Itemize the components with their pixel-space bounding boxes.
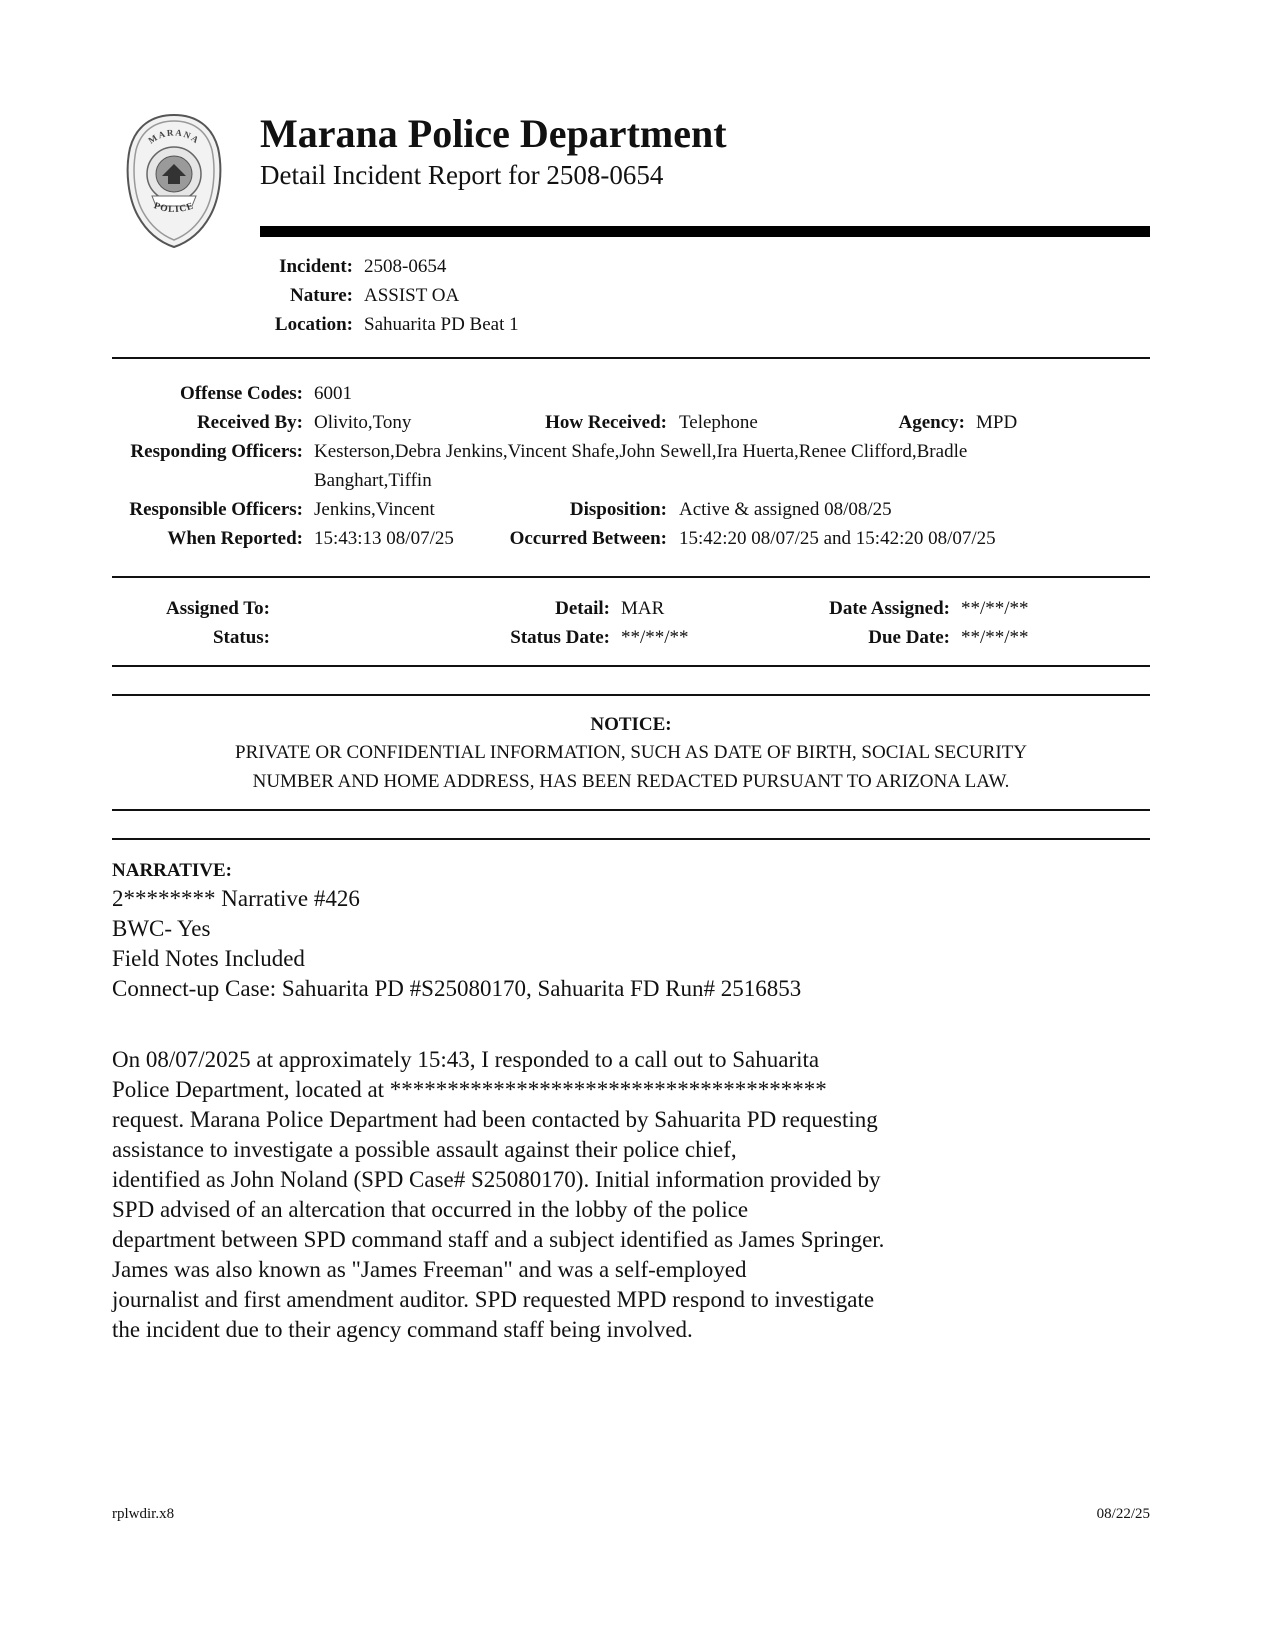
footer-print-date: 08/22/25 (1096, 1506, 1150, 1522)
narrative-header-line: Field Notes Included (112, 946, 305, 971)
notice-line: NUMBER AND HOME ADDRESS, HAS BEEN REDACTED PURSUANT TO ARIZONA LAW. (252, 771, 1010, 792)
section-divider (112, 809, 1150, 811)
narrative-paragraph (112, 1045, 884, 1345)
how-received-label: How Received: (545, 412, 667, 433)
narrative-header-line: BWC- Yes (112, 916, 211, 941)
responding-officers-label: Responding Officers: (130, 441, 303, 462)
narrative-line: identified as John Noland (SPD Case# S25080170). Initial information provided by (112, 1167, 881, 1192)
header-divider (260, 226, 1150, 237)
nature-label: Nature: (290, 285, 353, 306)
narrative-line: On 08/07/2025 at approximately 15:43, I responded to a call out to Sahuarita (112, 1047, 820, 1072)
police-badge-logo (124, 112, 224, 250)
location-value: Sahuarita PD Beat 1 (364, 314, 519, 335)
disposition-value: Active & assigned 08/08/25 (679, 499, 892, 520)
badge-bottom-text: POLICE (152, 201, 196, 216)
report-subtitle: Detail Incident Report for 2508-0654 (260, 160, 664, 190)
occurred-between-label: Occurred Between: (509, 528, 667, 549)
status-date-value: **/**/** (621, 627, 689, 648)
status-date-label: Status Date: (510, 627, 610, 648)
narrative-line: SPD advised of an altercation that occurred in the lobby of the police (112, 1197, 749, 1222)
when-reported-value: 15:43:13 08/07/25 (314, 528, 454, 549)
incident-value: 2508-0654 (364, 256, 447, 277)
offense-codes-value: 6001 (314, 383, 352, 404)
narrative-line: journalist and first amendment auditor. SPD requested MPD respond to investigate (112, 1287, 875, 1312)
when-reported-label: When Reported: (167, 528, 303, 549)
location-label: Location: (274, 314, 353, 335)
footer-report-id: rplwdir.x8 (112, 1506, 175, 1522)
date-assigned-value: **/**/** (961, 598, 1029, 619)
occurred-between-value: 15:42:20 08/07/25 and 15:42:20 08/07/25 (679, 528, 996, 549)
status-label: Status: (212, 627, 270, 648)
section-divider (112, 838, 1150, 840)
notice-heading: NOTICE: (590, 714, 672, 735)
incident-label: Incident: (279, 256, 353, 277)
section-divider (112, 665, 1150, 667)
detail-label: Detail: (555, 598, 610, 619)
narrative-line: the incident due to their agency command staff being involved. (112, 1317, 693, 1342)
received-by-label: Received By: (196, 412, 303, 433)
agency-value: MPD (976, 412, 1018, 433)
responsible-officers-value: Jenkins,Vincent (314, 499, 435, 520)
narrative-line: request. Marana Police Department had been contacted by Sahuarita PD requesting (112, 1107, 878, 1132)
nature-value: ASSIST OA (364, 285, 460, 306)
narrative-line: Police Department, located at ************************************** (112, 1077, 827, 1102)
responding-officers-line2: Banghart,Tiffin (314, 470, 432, 491)
page-title: Marana Police Department (260, 111, 727, 156)
responding-officers-line1: Kesterson,Debra Jenkins,Vincent Shafe,John Sewell,Ira Huerta,Renee Clifford,Bradle (314, 441, 968, 462)
narrative-line: department between SPD command staff and a subject identified as James Springer. (112, 1227, 885, 1252)
date-assigned-label: Date Assigned: (829, 598, 950, 619)
responsible-officers-label: Responsible Officers: (129, 499, 303, 520)
narrative-header-line: Connect-up Case: Sahuarita PD #S25080170, Sahuarita FD Run# 2516853 (112, 976, 802, 1001)
assigned-to-label: Assigned To: (165, 598, 270, 619)
offense-codes-label: Offense Codes: (180, 383, 303, 404)
agency-label: Agency: (898, 412, 965, 433)
disposition-label: Disposition: (569, 499, 667, 520)
narrative-heading: NARRATIVE: (112, 860, 232, 881)
section-divider (112, 357, 1150, 359)
section-divider (112, 694, 1150, 696)
narrative-line: assistance to investigate a possible assault against their police chief, (112, 1137, 737, 1162)
how-received-value: Telephone (679, 412, 758, 433)
narrative-header-line: 2******** Narrative #426 (112, 886, 360, 911)
badge-top-text: MARANA (146, 127, 202, 146)
due-date-label: Due Date: (868, 627, 950, 648)
notice-line: PRIVATE OR CONFIDENTIAL INFORMATION, SUCH AS DATE OF BIRTH, SOCIAL SECURITY (235, 742, 1027, 763)
narrative-line: James was also known as "James Freeman" and was a self-employed (112, 1257, 747, 1282)
detail-value: MAR (621, 598, 665, 619)
section-divider (112, 576, 1150, 578)
due-date-value: **/**/** (961, 627, 1029, 648)
received-by-value: Olivito,Tony (314, 412, 412, 433)
